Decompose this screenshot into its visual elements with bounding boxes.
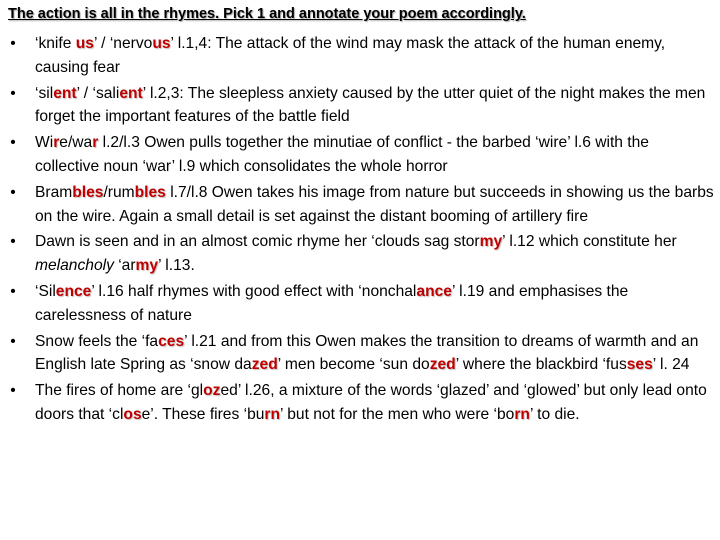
bullet-text: Bram: [35, 183, 73, 201]
rhyme-highlight: ces: [158, 332, 185, 350]
bullet-item: [6, 32, 714, 80]
bullet-text: ’ l.16 half rhymes with good effect with ‘nonchal: [91, 282, 417, 300]
bullet-text: ‘Sil: [35, 282, 56, 300]
rhyme-highlight: ent: [53, 84, 77, 102]
bullet-text: ’ l.21 and from this Owen makes the transition to dreams of warmth and an English late Spring as ‘snow da: [35, 332, 699, 374]
slide-heading: The action is all in the rhymes. Pick 1 and annotate your poem accordingly.: [8, 6, 526, 22]
bullet-text: /rum: [103, 183, 135, 201]
rhyme-highlight: zed: [251, 356, 278, 374]
bullet-text: ‘knife: [35, 35, 76, 52]
bullet-text: ’ to die.: [529, 405, 580, 423]
bullet-item: [6, 330, 714, 378]
bullet-text: ed’ l.26, a mixture of the words ‘glazed’ and ‘glowed’ but only lead onto doors that ‘cl: [35, 382, 707, 423]
bullet-item: [6, 280, 714, 328]
bullet-marker: •: [10, 233, 16, 251]
rhyme-highlight: us: [152, 35, 171, 52]
italic-text: melancholy: [35, 257, 114, 275]
bullet-text: ’ but not for the men who were ‘bo: [280, 405, 515, 423]
bullet-text: ’ / ‘sali: [76, 84, 120, 102]
bullet-item: [6, 131, 714, 179]
bullet-item: [6, 181, 714, 229]
bullet-item: [6, 379, 714, 427]
rhyme-highlight: r: [53, 134, 60, 152]
bullet-text: ‘ar: [113, 257, 136, 275]
rhyme-highlight: r: [92, 134, 99, 152]
rhyme-highlight: bles: [72, 183, 104, 201]
bullet-marker: •: [10, 35, 16, 52]
bullet-marker: •: [10, 134, 16, 152]
bullet-marker: •: [10, 183, 16, 201]
bullet-text: l.7/l.8 Owen takes his image from nature but succeeds in showing us the barbs on the wire. Again a small detail is set against the distant booming of artillery fire: [35, 183, 714, 225]
rhyme-highlight: us: [75, 35, 94, 52]
bullet-text: Dawn is seen and in an almost comic rhyme her ‘clouds sag stor: [35, 233, 480, 251]
rhyme-highlight: rn: [264, 405, 281, 423]
bullet-text: ’ l. 24: [652, 356, 690, 374]
rhyme-highlight: oz: [203, 382, 221, 400]
bullet-text: Wi: [35, 134, 54, 152]
bullet-item: [6, 82, 714, 130]
rhyme-highlight: my: [135, 257, 159, 275]
bullet-text: ’ l.13.: [158, 257, 195, 275]
bullet-text: ’ l.12 which constitute her: [502, 233, 677, 251]
bullet-text: e/wa: [59, 134, 93, 152]
bullet-marker: •: [10, 282, 16, 300]
bullet-text: ’ men become ‘sun do: [277, 356, 430, 374]
rhyme-highlight: os: [123, 405, 142, 423]
bullet-text: Snow feels the ‘fa: [35, 332, 159, 350]
bullet-marker: •: [10, 382, 16, 400]
rhyme-highlight: bles: [134, 183, 166, 201]
bullet-text: The fires of home are ‘gl: [35, 382, 204, 400]
bullet-text: ‘sil: [35, 84, 54, 102]
rhyme-highlight: rn: [514, 405, 530, 423]
rhyme-highlight: zed: [429, 356, 456, 374]
bullet-text: ’ l.19 and emphasises the carelessness of nature: [35, 282, 629, 324]
bullet-text: ’ l.2,3: The sleepless anxiety caused by the utter quiet of the night makes the men forget the important features of the battle field: [35, 84, 706, 126]
bullet-text: l.2/l.3 Owen pulls together the minutiae of conflict - the barbed ‘wire’ l.6 with the collective noun ‘war’ l.9 which consolidates the whole horror: [35, 134, 649, 175]
rhyme-highlight: ance: [416, 282, 452, 300]
rhyme-highlight: ent: [119, 84, 143, 102]
bullet-list: [6, 32, 714, 429]
rhyme-highlight: my: [479, 233, 503, 251]
rhyme-highlight: ence: [55, 282, 92, 300]
rhyme-highlight: ses: [626, 356, 653, 374]
bullet-marker: •: [10, 84, 16, 102]
bullet-text: ’ l.1,4: The attack of the wind may mask the attack of the human enemy, causing fear: [35, 35, 666, 76]
bullet-text: e’. These fires ‘bu: [141, 405, 265, 423]
bullet-item: [6, 230, 714, 278]
bullet-text: ’ where the blackbird ‘fus: [455, 356, 627, 374]
bullet-text: ’ / ‘nervo: [93, 35, 153, 52]
bullet-marker: •: [10, 332, 16, 350]
